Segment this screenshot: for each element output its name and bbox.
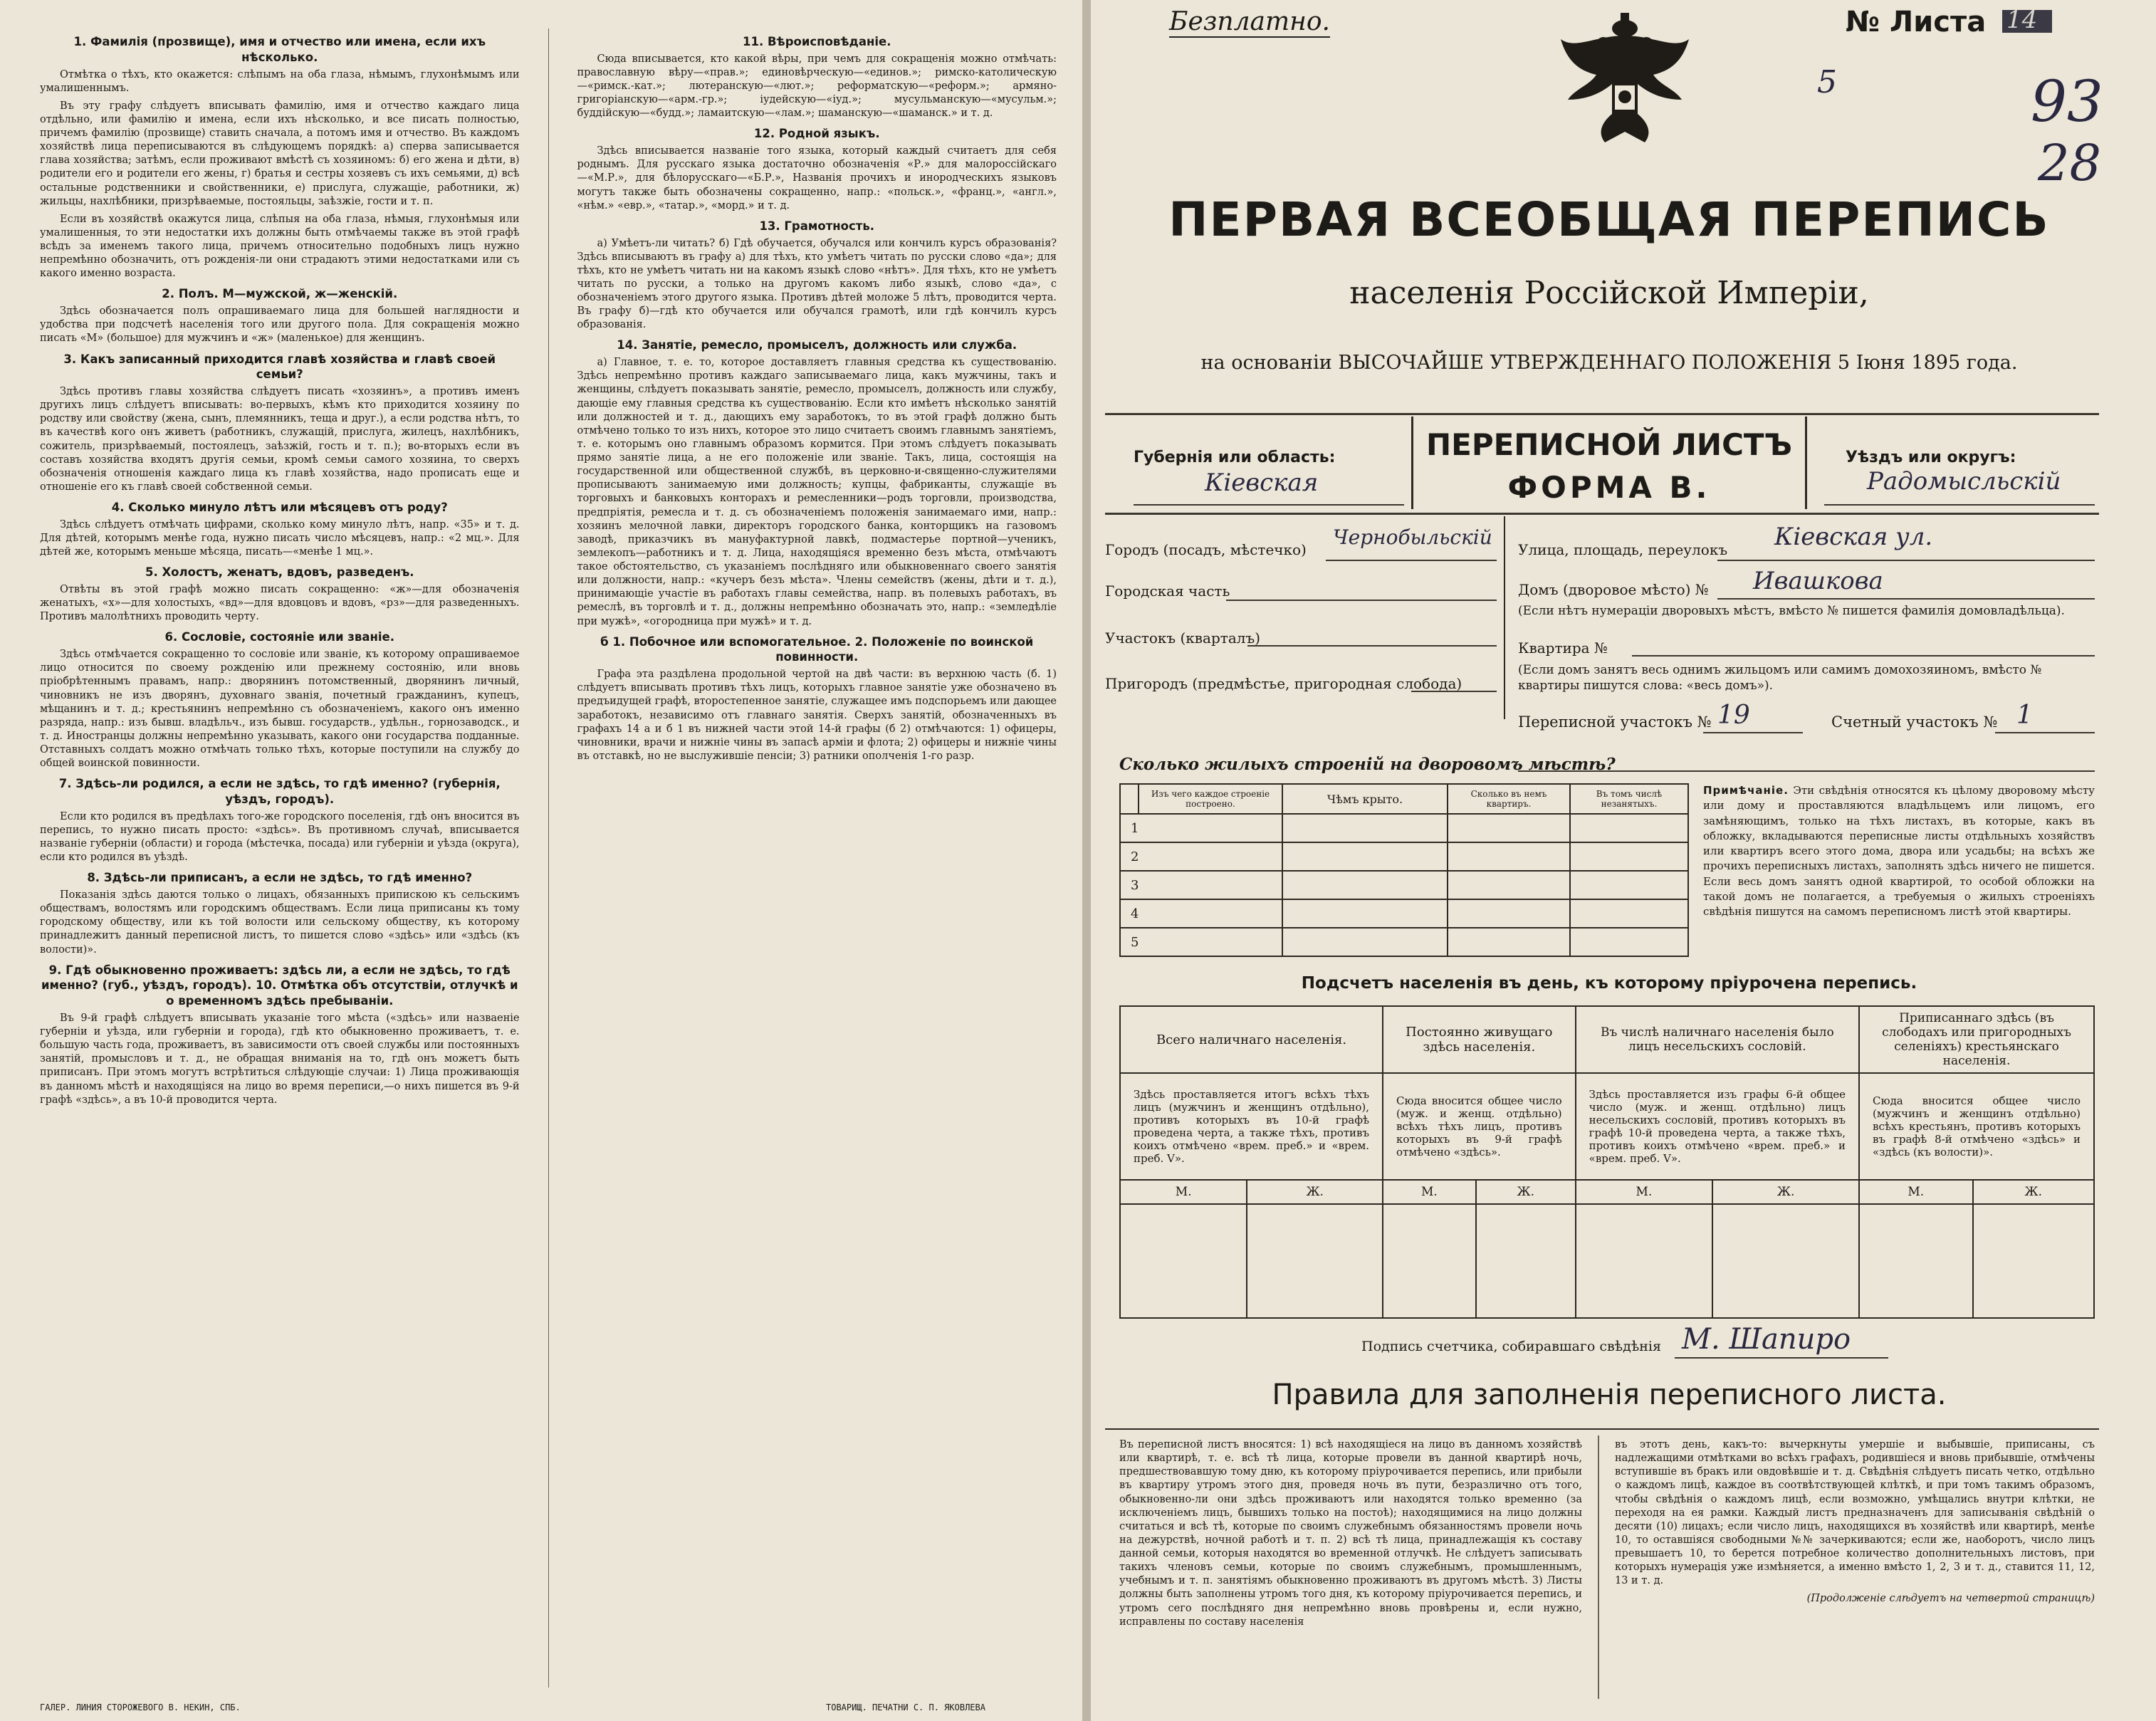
block-line xyxy=(1247,645,1497,647)
instruction-heading: 5. Холостъ, женатъ, вдовъ, разведенъ. xyxy=(145,565,414,580)
header-rule xyxy=(1105,413,2099,415)
form-subtitle: ФОРМА В. xyxy=(1507,470,1711,505)
buildings-row-number: 2 xyxy=(1120,842,1282,871)
instruction-heading: 14. Занятіе, ремесло, промыселъ, должность или служба. xyxy=(617,338,1017,352)
population-female-header: Ж. xyxy=(1973,1180,2095,1204)
city-value: Чернобыльскій xyxy=(1333,525,1492,549)
instruction-heading: 6. Сословіе, состояніе или званіе. xyxy=(164,630,394,644)
population-table xyxy=(1119,1005,2095,1319)
population-female-header: Ж. xyxy=(1476,1180,1576,1204)
instruction-paragraph: а) Умѣетъ-ли читать? б) Гдѣ обучается, обучался или кончилъ курсъ образованія? Здѣсь вписываютъ въ графу а) для тѣхъ, кто умѣетъ читать по русски слово «да»; для тѣхъ, кто не умѣетъ читать ни на какомъ языкѣ слово «нѣтъ». Для тѣхъ, кто не умѣетъ читать по русски, а только на другомъ какомъ либо языкѣ, слово «да», с обозначеніемъ этого другого языка. Противъ дѣтей моложе 5 лѣтъ, проводится черта. Въ графу б)—гдѣ кто обучается или обучался грамотѣ, или гдѣ кончилъ курсъ образованія. xyxy=(577,237,1057,331)
house-note: (Если нѣтъ нумераціи дворовыхъ мѣстъ, вмѣсто № пишется фамилія домовладѣльца). xyxy=(1518,604,2065,618)
buildings-note-text: Эти свѣдѣнія относятся къ цѣлому дворовому мѣсту или дому и проставляются владѣльцемъ или лицомъ, его замѣняющимъ, только на тѣхъ листахъ, въ которые, какъ въ обложку, вкладываются переписные листы отдѣльныхъ хозяйствъ или квартиръ всего этого дома, двора или усадьбы; на всѣхъ же прочихъ переписныхъ листахъ, заполнять здѣсь ничего не пишется. Если весь домъ занятъ одной квартирой, то особой обложки на такой домъ не полагается, а требуемыя о жилыхъ строеніяхъ свѣдѣнія пишутся на самомъ переписномъ листѣ этой квартиры. xyxy=(1703,784,2095,919)
rules-text-left: Въ переписной листъ вносятся: 1) всѣ находящіеся на лицо въ данномъ хозяйствѣ или квартирѣ, т. е. всѣ тѣ лица, которые провели въ данной квартирѣ ночь, предшествовавшую тому дню, къ которому пріурочивается перепись, или прибыли въ квартиру утромъ этого дня, проведя ночь въ пути, безразлично отъ того, обыкновенно-ли они здѣсь проживаютъ или находятся только временно (за исключеніемъ лицъ, бывшихъ только на постоѣ); находящимися на лицо должны считаться и всѣ тѣ, которые по своимъ служебнымъ обязанностямъ провели ночь на дежурствѣ, ночной работѣ и т. п. 2) всѣ тѣ лица, принадлежащія къ составу данной семьи, которыя находятся во временной отлучкѣ. Не слѣдуетъ записывать такихъ членовъ семьи, которые по своимъ служебнымъ, промышленнымъ, учебнымъ и т. п. занятіямъ обыкновенно проживаютъ въ другомъ мѣстѣ. 3) Листы должны быть заполнены утромъ того дня, къ которому пріурочивается перепись, и утромъ сего послѣдняго дня непремѣнно вновь провѣрены и, если нужно, исправлены по составу населенія xyxy=(1119,1439,1582,1628)
population-female-header: Ж. xyxy=(1247,1180,1383,1204)
buildings-header-roof: Чѣмъ крыто. xyxy=(1282,784,1448,814)
population-header-total: Всего наличнаго населенія. xyxy=(1120,1006,1383,1073)
house-label: Домъ (дворовое мѣсто) № xyxy=(1518,581,1709,598)
instruction-heading: 12. Родной языкъ. xyxy=(753,127,880,141)
address-top-rule xyxy=(1105,513,2099,515)
buildings-header-material: Изъ чего каждое строеніе построено. xyxy=(1139,784,1282,814)
population-desc-total: Здѣсь проставляется итогъ всѣхъ тѣхъ лицъ (мужчинъ и женщинъ отдѣльно), противъ которыхъ въ 10-й графѣ проведена черта, а также тѣхъ, противъ коихъ отмѣчено «врем. преб.» и «врем. преб. V». xyxy=(1120,1073,1383,1180)
population-header-resident: Постоянно живущаго здѣсь населенія. xyxy=(1383,1006,1576,1073)
flat-note: (Если домъ занятъ весь однимъ жильцомъ или самимъ домохозяиномъ, вмѣсто № квартиры пишутся слова: «весь домъ»). xyxy=(1518,663,2042,694)
census-title: ПЕРВАЯ ВСЕОБЩАЯ ПЕРЕПИСЬ xyxy=(1168,192,2050,247)
street-line xyxy=(1717,560,2095,561)
population-desc-peasant: Сюда вносится общее число (мужчинъ и женщинъ отдѣльно) всѣхъ крестьянъ, противъ которыхъ въ графѣ 8-й отмѣчено «здѣсь» и «здѣсь (къ волости)». xyxy=(1859,1073,2094,1180)
instruction-paragraph: Графа эта раздѣлена продольной чертой на двѣ части: въ верхнюю часть (б. 1) слѣдуетъ вписывать противъ тѣхъ лицъ, которыхъ главное занятіе уже обозначено въ предъидущей графѣ, второстепенное занятіе, служащее имъ подспорьемъ или дающее заработокъ, независимо отъ главнаго занятія. Сверхъ занятій, обозначенныхъ въ графахъ 14 а и б 1 въ нижней части этой 14-й графы (б 2) отмѣчаются: 1) офицеры, чиновники, врачи и нижніе чины въ запасѣ арміи и флота; 2) офицеры и нижніе чины въ отставкѣ, но не выслужившіе пенсіи; 3) ратники ополченія 1-го разр. xyxy=(577,669,1057,762)
instructions-column-1 xyxy=(40,28,520,1688)
rules-text-right xyxy=(1615,1438,2095,1606)
street-value: Кіевская ул. xyxy=(1774,523,1933,551)
counting-district-line xyxy=(1995,732,2095,733)
buildings-table xyxy=(1119,783,1689,957)
instruction-heading: 7. Здѣсь-ли родился, а если не здѣсь, то гдѣ именно? (губернія, уѣздъ, городъ). xyxy=(58,777,501,807)
buildings-note xyxy=(1703,783,2095,920)
population-header-peasant: Приписаннаго здѣсь (въ слободахъ или пригородныхъ селеніяхъ) крестьянскаго населенія. xyxy=(1859,1006,2094,1073)
sheet-number-value: 14 xyxy=(2006,6,2038,34)
instruction-heading: 2. Полъ. М—мужской, ж—женскій. xyxy=(162,287,398,301)
population-male-header: М. xyxy=(1120,1180,1247,1204)
buildings-header-flats: Сколько въ немъ квартиръ. xyxy=(1448,784,1570,814)
instruction-paragraph: Въ 9-й графѣ слѣдуетъ вписывать указаніе того мѣста («здѣсь» или назваеніе губерніи и уѣзда, или губерніи и города), гдѣ кто обыкновенно проживаетъ, т. е. большую часть года, проживаетъ, въ зависимости отъ своей службы или постоянныхъ занятій, промысловъ и т. д., не обращая вниманія на то, гдѣ онъ можетъ быть приписанъ. При этомъ могутъ встрѣтиться слѣдующіе случаи: 1) Лица проживающія въ данномъ мѣстѣ и находящіяся на лицо во время переписи,—о нихъ пишется въ 9-й графѣ «здѣсь», а въ 10-й проводится черта. xyxy=(40,1012,520,1106)
instruction-heading: 4. Сколько минуло лѣтъ или мѣсяцевъ отъ роду? xyxy=(111,501,448,515)
house-line xyxy=(1717,598,2095,600)
buildings-row-number: 4 xyxy=(1120,899,1282,928)
buildings-question-line xyxy=(1518,770,2095,772)
suburb-label: Пригородъ (предмѣстье, пригородная слобода) xyxy=(1105,675,1462,692)
rules-divider xyxy=(1598,1435,1599,1699)
column-divider xyxy=(548,28,549,1688)
population-desc-non-rural: Здѣсь проставляется изъ графы 6-й общее число (муж. и женщ. отдѣльно) лицъ несельскихъ сословій, противъ которыхъ въ графѣ 10-й проведена черта, а также тѣхъ, противъ коихъ отмѣчено «врем. преб.» и «врем. преб. V». xyxy=(1576,1073,1859,1180)
instruction-paragraph: Здѣсь вписывается названіе того языка, который каждый считаетъ для себя роднымъ. Для русскаго языка достаточно обозначенія «Р.» для малороссійскаго—«М.Р.», для бѣлорусскаго—«Б.Р.», Названія прочихъ и инородческихъ языковъ могутъ также быть обозначены сокращенно, напр.: «польск.», «франц.», «англ.», «нѣм.» «евр.», «татар.», «морд.» и т. д. xyxy=(577,145,1057,211)
city-part-line xyxy=(1226,600,1497,601)
population-desc-resident: Сюда вносится общее число (муж. и женщ. отдѣльно) всѣхъ тѣхъ лицъ, противъ которыхъ въ 9-й графѣ отмѣчено «здѣсь». xyxy=(1383,1073,1576,1180)
population-count-title: Подсчетъ населенія въ день, къ которому пріурочена перепись. xyxy=(1301,974,1917,993)
block-label: Участокъ (кварталъ) xyxy=(1105,629,1260,647)
counting-district-value: 1 xyxy=(2016,701,2033,730)
suburb-line xyxy=(1411,691,1497,692)
handwritten-mark-large-2: 28 xyxy=(2038,134,2102,192)
city-part-label: Городская часть xyxy=(1105,582,1230,600)
instruction-paragraph: Въ эту графу слѣдуетъ вписывать фамилію, имя и отчество каждаго лица отдѣльно, или фамилію и имена, если ихъ нѣсколько, и все писать полностью, причемъ фамилію (прозвище) ставить сначала, а потомъ имя и отчество. Въ каждомъ хозяйствѣ лица переписываются въ слѣдующемъ порядкѣ: а) сперва записывается глава хозяйства; затѣмъ, если проживают вмѣстѣ съ хозяиномъ: б) его жена и дѣти, в) родители его и родители его жены, г) братья и сестры хозяевъ съ ихъ семьями, д) всѣ остальные родственники и свойственники, е) прислуга, служащіе, работники, ж) жильцы, нахлѣбники, призрѣваемые, постояльцы, заѣзжіе, гости и т. п. xyxy=(40,100,520,207)
address-divider xyxy=(1504,516,1505,719)
enumerator-signature-label: Подпись счетчика, собиравшаго свѣдѣнія xyxy=(1361,1339,1661,1354)
rules-rule xyxy=(1105,1428,2099,1430)
instruction-paragraph: Здѣсь противъ главы хозяйства слѣдуетъ писать «хозяинъ», а противъ именъ другихъ лицъ слѣдуетъ вписывать: во-первыхъ, кѣмъ кто приходится хозяину по родству или свойству (жена, сынъ, племянникъ, теща и друг.), а если родства нѣтъ, то въ качествѣ кого онъ живетъ (работникъ, служащій, прислуга, жилецъ, нахлѣбникъ, сожитель, призрѣваемый, постоялецъ, заѣзжій, гость и т. п.); во-вторыхъ если въ составъ хозяйства входятъ другія семьи, кромѣ семьи самого хозяина, то сверхъ обозначенія отношенія каждаго лица къ главѣ хозяйства, надо прописать еще и отношеніе его къ главѣ своей собственной семьи. xyxy=(40,386,520,493)
instructions-column-2 xyxy=(577,28,1057,1688)
rules-title: Правила для заполненія переписного листа. xyxy=(1272,1379,1947,1411)
page-gutter xyxy=(1082,0,1091,1721)
handwritten-mark-top: 5 xyxy=(1817,64,1837,100)
continued-note: (Продолженіе слѣдуетъ на четвертой страницѣ) xyxy=(1806,1593,2095,1605)
enumerator-signature: М. Шапиро xyxy=(1682,1323,1851,1356)
buildings-question: Сколько жилыхъ строеній на дворовомъ мѣстѣ? xyxy=(1119,755,1616,774)
buildings-row-number: 1 xyxy=(1120,814,1282,842)
guberniya-label: Губернія или область: xyxy=(1134,449,1336,466)
instruction-heading: 11. Вѣроисповѣданіе. xyxy=(743,35,891,48)
instruction-heading: 3. Какъ записанный приходится главѣ хозяйства и главѣ своей семьи? xyxy=(63,352,496,382)
instruction-heading: 9. Гдѣ обыкновенно проживаетъ: здѣсь ли, а если не здѣсь, то гдѣ именно? (губ., уѣздъ, городъ). 10. Отмѣтка объ отсутствіи, отлучкѣ и о временномъ здѣсь пребываніи. xyxy=(41,963,518,1008)
instruction-paragraph: Отмѣтка о тѣхъ, кто окажется: слѣпымъ на оба глаза, нѣмымъ, глухонѣмымъ или умалишеннымъ. xyxy=(40,68,520,94)
legal-basis: на основаніи ВЫСОЧАЙШЕ УТВЕРЖДЕННАГО ПОЛОЖЕНІЯ 5 Іюня 1895 года. xyxy=(1200,352,2018,374)
printer-imprint-left: ГАЛЕР. ЛИНИЯ СТОРОЖЕВОГО В. НЕКИН, СПБ. xyxy=(40,1702,241,1712)
instruction-heading: б 1. Побочное или вспомогательное. 2. Положеніе по воинской повинности. xyxy=(600,634,1034,664)
instruction-paragraph: Сюда вписывается, кто какой вѣры, при чемъ для сокращенія можно отмѣчать: православную вѣру—«прав.»; единовѣрческую—«единов.»; римско-католическую—«римск.-кат.»; лютеранскую—«лют.»; реформатскую—«реформ.»; армяно-григоріанскую—«арм.-гр.»; іудейскую—«іуд.»; мусульманскую—«мусульм.»; буддійскую—«будд.»; ламаитскую—«лам.»; шаманскую—«шаманск.» и т. д. xyxy=(577,53,1057,120)
instruction-paragraph: Отвѣты въ этой графѣ можно писать сокращенно: «ж»—для обозначенія женатыхъ, «х»—для холостыхъ, «вд»—для вдовцовъ и вдовъ, «рз»—для разведенныхъ. Противъ малолѣтнихъ проводить черту. xyxy=(40,583,520,623)
uezd-line xyxy=(1824,504,2095,506)
flat-label: Квартира № xyxy=(1518,639,1608,657)
double-headed-eagle-emblem xyxy=(1547,7,1703,157)
instruction-paragraph: Здѣсь отмѣчается сокращенно то сословіе или званіе, къ которому опрашиваемое лицо относится по своему рожденію или прежнему состоянію, или вновь пріобрѣтеннымъ правамъ, напр.: дворянинъ потомственный, дворянинъ личный, чиновникъ не изъ дворянъ, духовнаго званія, почетный гражданинъ, купецъ, мѣщанинъ и т. д.; крестьянинъ непремѣнно съ обозначеніемъ, какого онъ именно разряда, напр.: изъ бывш. владѣльч., изъ бывш. государств., удѣльн., горнозаводск., и т. д. Иностранцы должны непремѣнно указывать, какого они государства подданные. Отставныхъ солдатъ можно отмѣчать только тѣхъ, которые поступили на службу до общей воинской повинности. xyxy=(40,649,520,770)
instruction-paragraph: Здѣсь обозначается полъ опрашиваемаго лица для большей наглядности и удобства при подсчетѣ населенія того или другого пола. Для сокращенія можно писать «М» (большое) для мужчинъ и «ж» (маленькое) для женщинъ. xyxy=(40,305,520,345)
instruction-heading: 8. Здѣсь-ли приписанъ, а если не здѣсь, то гдѣ именно? xyxy=(87,871,473,885)
population-male-header: М. xyxy=(1383,1180,1476,1204)
flat-line xyxy=(1632,655,2095,657)
census-subtitle: населенія Россійской Имперіи, xyxy=(1349,275,1869,311)
population-male-header: М. xyxy=(1576,1180,1713,1204)
printer-imprint-right: ТОВАРИЩ. ПЕЧАТНИ С. П. ЯКОВЛЕВА xyxy=(826,1702,985,1712)
instruction-heading: 1. Фамилія (прозвище), имя и отчество или имена, если ихъ нѣсколько. xyxy=(73,35,486,64)
sheet-number-label: № Листа xyxy=(1846,6,1987,38)
population-male-header: М. xyxy=(1859,1180,1972,1204)
city-line xyxy=(1326,560,1497,561)
signature-line xyxy=(1675,1357,1888,1359)
guberniya-value: Кіевская xyxy=(1205,469,1319,497)
city-label: Городъ (посадъ, мѣстечко) xyxy=(1105,541,1307,558)
census-district-line xyxy=(1703,732,1803,733)
census-form-page xyxy=(1091,0,2156,1721)
rules-text-right-body: въ этотъ день, какъ-то: вычеркнуты умершіе и выбывшіе, приписаны, съ надлежащими отмѣтками во всѣхъ графахъ, родившіеся и вновь прибывшіе, отмѣчены вступившіе въ бракъ или овдовѣвшіе и т. д. Свѣдѣнія слѣдуетъ писать четко, отдѣльно о каждомъ лицѣ, каждое въ соотвѣтствующей клѣткѣ, и при томъ такимъ образомъ, чтобы свѣдѣнія о каждомъ лицѣ, если возможно, умѣщались внутри клѣтки, не переходя на ея рамки. Каждый листъ предназначенъ для записыванія свѣдѣній о десяти (10) лицахъ; если число лицъ, находящихся въ хозяйствѣ или квартирѣ, менѣе 10, то оставшіяся свободными №№ зачеркиваются; если же, наоборотъ, число лицъ превышаетъ 10, то берется потребное количество дополнительныхъ листовъ, при которыхъ нумерація уже измѣняется, а именно вмѣсто 1, 2, 3 и т. д., ставится 11, 12, 13 и т. д. xyxy=(1615,1439,2095,1587)
instruction-paragraph: Если кто родился въ предѣлахъ того-же городского поселенія, гдѣ онъ вносится въ перепись, то нужно писать просто: «здѣсь». Въ противномъ случаѣ, вписывается названіе губерніи (области) и города (мѣстечка, посада) или губерніи и уѣзда (округа), если кто родился въ уѣздѣ. xyxy=(40,810,520,864)
instruction-paragraph: Если въ хозяйствѣ окажутся лица, слѣпыя на оба глаза, нѣмыя, глухонѣмыя или умалишенныя, то эти недостатки ихъ должны быть отмѣчаемы также въ этой графѣ всѣдъ за именемъ такого лица, причемъ относительно подобныхъ лицъ нужно непремѣнно обозначить, отъ рожденія-ли они страдаютъ этими недостатками или съ какого именно возраста. xyxy=(40,213,520,280)
counting-district-label: Счетный участокъ № xyxy=(1831,713,1998,731)
handwritten-mark-large: 93 xyxy=(2031,68,2103,135)
guberniya-line xyxy=(1134,504,1404,506)
uezd-value: Радомысльскій xyxy=(1867,467,2061,496)
instruction-paragraph: Показанія здѣсь даются только о лицахъ, обязанныхъ припискою къ сельскимъ обществамъ, волостямъ или городскимъ обществамъ. Если лица приписаны къ тому городскому обществу, или къ той волости или сельскому обществу, къ которому принадлежитъ данный переписной листъ, то пишется слово «здѣсь» или «здѣсь (къ волости)». xyxy=(40,889,520,956)
free-label: Безплатно. xyxy=(1169,7,1330,36)
population-female-header: Ж. xyxy=(1712,1180,1859,1204)
census-district-value: 19 xyxy=(1717,701,1750,730)
population-header-non-rural: Въ числѣ наличнаго населенія было лицъ несельскихъ сословій. xyxy=(1576,1006,1859,1073)
uezd-label: Уѣздъ или округъ: xyxy=(1846,449,2016,466)
buildings-header-vacant: Въ томъ числѣ незанятыхъ. xyxy=(1570,784,1688,814)
street-label: Улица, площадь, переулокъ xyxy=(1518,541,1728,558)
house-value: Ивашкова xyxy=(1753,567,1883,595)
census-district-label: Переписной участокъ № xyxy=(1518,713,1712,731)
instruction-paragraph: Здѣсь слѣдуетъ отмѣчать цифрами, сколько кому минуло лѣтъ, напр. «35» и т. д. Для дѣтей, которымъ менѣе года, нужно писать число мѣсяцевъ, напр.: «2 мц.». Для дѣтей же, которымъ меньше мѣсяца, писать—«менѣе 1 мц.». xyxy=(40,518,520,558)
form-title: ПЕРЕПИСНОЙ ЛИСТЪ xyxy=(1425,427,1793,462)
instruction-paragraph: а) Главное, т. е. то, которое доставляетъ главныя средства къ существованію. Здѣсь непремѣнно противъ каждаго записываемаго лица, какъ мужчины, такъ и женщины, слѣдуетъ показывать занятіе, ремесло, промыселъ, должность или службу, дающіе ему главныя средства къ существованію. Если кто имѣетъ нѣсколько занятій или должностей и т. д., дающихъ ему заработокъ, то въ этой графѣ должно быть отмѣчено только то изъ нихъ, которое это лицо считаетъ своимъ главнымъ занятіемъ, т. е. которымъ оно главнымъ образомъ кормится. При этомъ слѣдуетъ показывать прямо занятіе лица, а не его положеніе или званіе. Такъ, лица, состоящія на государственной или общественной службѣ, въ церковно-и-священно-служителями прописываютъ занимаемую ими должность; купцы, фабриканты, служащіе въ торговыхъ и банковыхъ конторахъ и ремесленники—родъ торговли, производства, предпріятія, ремесла и т. д. съ обозначеніемъ положенія занимаемаго ими, напр.: хозяинъ мелочной лавки, директоръ городского банка, конторщикъ на газовомъ заводѣ, приказчикъ въ мануфактурной лавкѣ, подмастерье портной—ученикъ, землекопъ—работникъ и т. д. Лица, находящіяся временно безъ мѣста, отмѣчаютъ такое обстоятельство, съ указаніемъ послѣдняго или обыкновеннаго своего занятія или должности, напр.: «кучеръ безъ мѣста». Члены семействъ (жены, дѣти и т. д.), принимающіе участіе въ работахъ главы семейства, напр. въ полевыхъ работахъ, въ ремеслѣ, въ торговлѣ и т. д., должны непремѣнно обозначать это, напр.: «земледѣліе при мужѣ», «огородница при мужѣ» и т. д. xyxy=(577,357,1057,627)
buildings-note-title: Примѣчаніе. xyxy=(1703,784,1789,797)
buildings-row-number: 5 xyxy=(1120,928,1282,956)
instruction-heading: 13. Грамотность. xyxy=(759,219,875,233)
buildings-row-number: 3 xyxy=(1120,871,1282,899)
